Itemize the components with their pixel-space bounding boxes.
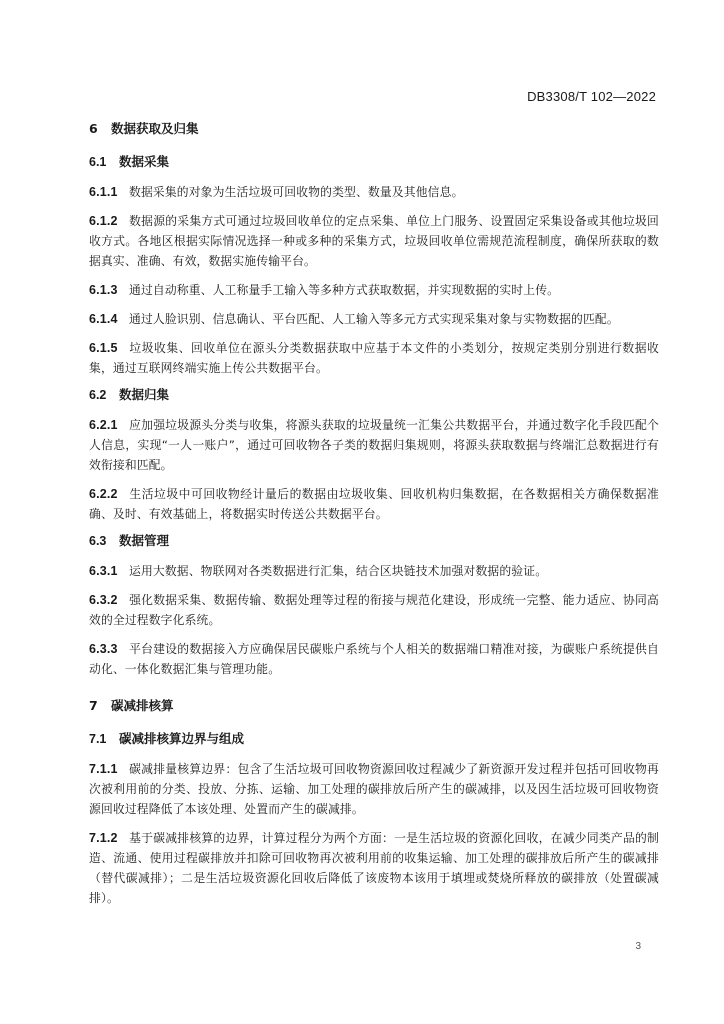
clause-number: 6.1.4: [89, 312, 118, 326]
clause-paragraph: [89, 182, 659, 202]
clause-paragraph: [89, 280, 659, 300]
subsection-heading: [89, 387, 659, 403]
section-spacer: [89, 688, 659, 698]
subsection-heading: [89, 731, 659, 747]
section-number: 6: [89, 121, 98, 136]
clause-number: 7.1.1: [89, 762, 118, 776]
clause-paragraph: [89, 211, 659, 271]
clause-text: 碳减排量核算边界：包含了生活垃圾可回收物资源回收过程减少了新资源开发过程并包括可回收物再次被利用前的分类、投放、分拣、运输、加工处理的碳排放后所产生的碳减排，以及因生活垃圾可回收物资源回收过程降低了本该处理、处置而产生的碳减排。: [89, 762, 659, 816]
clause-text: 基于碳减排核算的边界，计算过程分为两个方面：一是生活垃圾的资源化回收，在减少同类产品的制造、流通、使用过程碳排放并扣除可回收物再次被利用前的收集运输、加工处理的碳排放后所产生的碳减排（替代碳减排）；二是生活垃圾资源化回收后降低了该废物本该用于填埋或焚烧所释放的碳排放（处置碳减排）。: [89, 831, 659, 905]
clause-text: 生活垃圾中可回收物经计量后的数据由垃圾收集、回收机构归集数据，在各数据相关方确保数据准确、及时、有效基础上，将数据实时传送公共数据平台。: [89, 487, 659, 521]
subsection-number: 6.1: [89, 155, 107, 169]
clause-text: 应加强垃圾源头分类与收集，将源头获取的垃圾量统一汇集公共数据平台，并通过数字化手段匹配个人信息，实现“一人一账户”，通过可回收物各子类的数据归集规则，将源头获取数据与终端汇总数据进行有效衔接和匹配。: [89, 418, 659, 472]
subsection-title: 数据管理: [119, 533, 170, 548]
clause-paragraph: [89, 759, 659, 819]
section-heading: [89, 121, 659, 137]
subsection-number: 7.1: [89, 732, 107, 746]
document-code: DB3308/T 102—2022: [527, 89, 656, 104]
clause-number: 6.1.3: [89, 283, 118, 297]
clause-number: 6.2.1: [89, 418, 118, 432]
clause-text: 平台建设的数据接入方应确保居民碳账户系统与个人相关的数据端口精准对接，为碳账户系统提供自动化、一体化数据汇集与管理功能。: [89, 642, 659, 676]
clause-text: 数据采集的对象为生活垃圾可回收物的类型、数量及其他信息。: [129, 185, 464, 199]
clause-number: 6.1.5: [89, 341, 118, 355]
clause-paragraph: [89, 590, 659, 630]
subsection-title: 数据采集: [119, 154, 170, 169]
clause-paragraph: [89, 639, 659, 679]
clause-paragraph: [89, 309, 659, 329]
clause-number: 7.1.2: [89, 831, 118, 845]
page-number: 3: [635, 941, 641, 952]
document-body: [89, 121, 659, 917]
clause-number: 6.3.2: [89, 593, 118, 607]
clause-number: 6.2.2: [89, 487, 118, 501]
clause-number: 6.3.3: [89, 642, 118, 656]
clause-paragraph: [89, 338, 659, 378]
subsection-title: 碳减排核算边界与组成: [119, 731, 245, 746]
section-number: 7: [89, 698, 98, 713]
clause-text: 运用大数据、物联网对各类数据进行汇集，结合区块链技术加强对数据的验证。: [129, 564, 548, 578]
subsection-heading: [89, 533, 659, 549]
section-heading: [89, 698, 659, 714]
subsection-number: 6.2: [89, 388, 107, 402]
clause-number: 6.1.1: [89, 185, 118, 199]
clause-text: 垃圾收集、回收单位在源头分类数据获取中应基于本文件的小类划分，按规定类别分别进行数据收集，通过互联网终端实施上传公共数据平台。: [89, 341, 659, 375]
clause-paragraph: [89, 415, 659, 475]
subsection-title: 数据归集: [119, 387, 170, 402]
clause-paragraph: [89, 828, 659, 908]
clause-number: 6.1.2: [89, 214, 118, 228]
subsection-heading: [89, 154, 659, 170]
clause-text: 强化数据采集、数据传输、数据处理等过程的衔接与规范化建设，形成统一完整、能力适应、协同高效的全过程数字化系统。: [89, 593, 659, 627]
clause-paragraph: [89, 561, 659, 581]
section-title: 碳减排核算: [111, 698, 174, 713]
section-title: 数据获取及归集: [111, 121, 199, 136]
clause-paragraph: [89, 484, 659, 524]
subsection-number: 6.3: [89, 534, 107, 548]
clause-text: 数据源的采集方式可通过垃圾回收单位的定点采集、单位上门服务、设置固定采集设备或其他垃圾回收方式。各地区根据实际情况选择一种或多种的采集方式，垃圾回收单位需规范流程制度，确保所获取的数据真实、准确、有效，数据实施传输平台。: [89, 214, 659, 268]
clause-number: 6.3.1: [89, 564, 118, 578]
clause-text: 通过人脸识别、信息确认、平台匹配、人工输入等多元方式实现采集对象与实物数据的匹配。: [129, 312, 619, 326]
clause-text: 通过自动称重、人工称量手工输入等多种方式获取数据，并实现数据的实时上传。: [129, 283, 560, 297]
